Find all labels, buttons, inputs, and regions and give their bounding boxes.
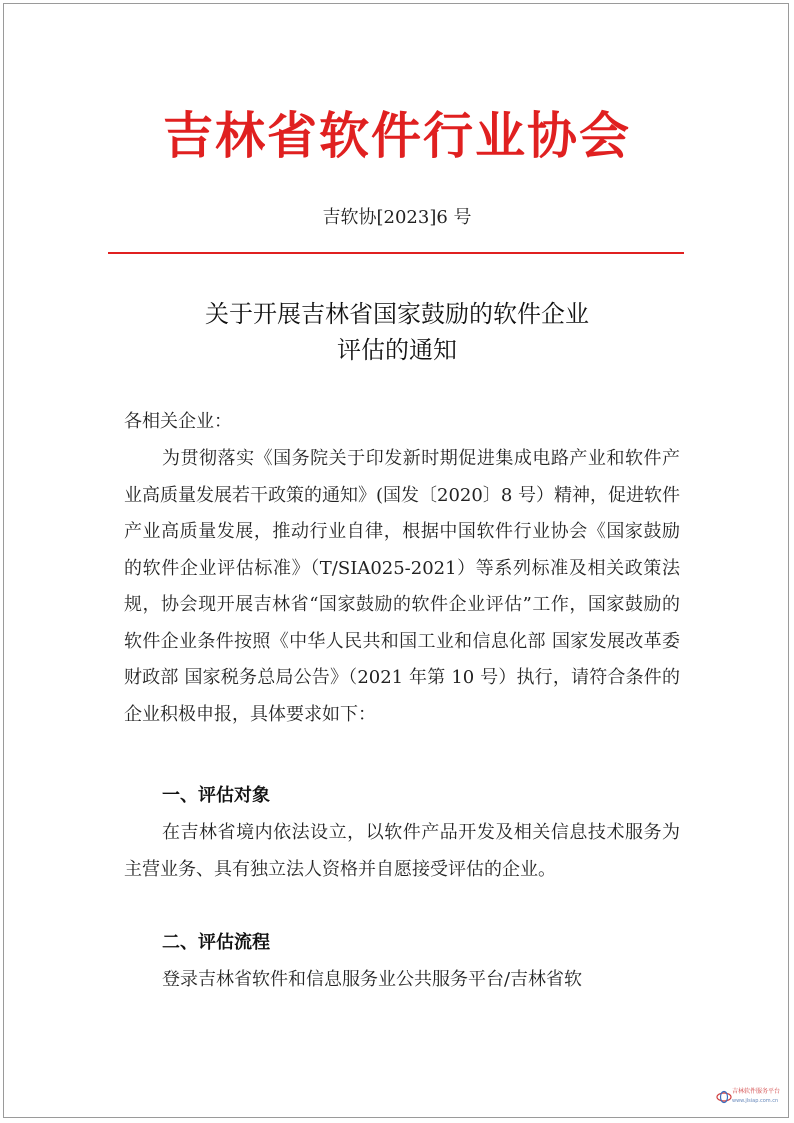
section-heading-evaluation-target: 一、评估对象 <box>162 785 270 806</box>
document-title <box>0 296 794 368</box>
document-number: 吉软协[2023]6 号 <box>322 207 472 228</box>
platform-watermark <box>716 1087 781 1109</box>
section-text-evaluation-target: 在吉林省境内依法设立，以软件产品开发及相关信息技术服务为主营业务、具有独立法人资格并自愿接受评估的企业。 <box>124 822 680 880</box>
section-heading-evaluation-process: 二、评估流程 <box>162 932 270 953</box>
platform-logo-icon <box>716 1090 732 1104</box>
document-title-line-1: 关于开展吉林省国家鼓励的软件企业 <box>205 300 589 328</box>
watermark-url: www.jlsiap.com.cn <box>732 1098 779 1104</box>
organization-title: 吉林省软件行业协会 <box>163 106 631 165</box>
salutation: 各相关企业： <box>124 411 232 432</box>
watermark-name: 吉林软件服务平台 <box>732 1088 781 1095</box>
intro-paragraph: 为贯彻落实《国务院关于印发新时期促进集成电路产业和软件产业高质量发展若干政策的通知》(国发〔2020〕8 号）精神，促进软件产业高质量发展，推动行业自律，根据中国软件行业协会《国家鼓励的软件企业评估标准》（T/SIA025-2021）等系列标准及相关政策法规，协会现开展吉林省“国家鼓励的软件企业评估”工作，国家鼓励的软件企业条件按照《中华人民共和国工业和信息化部 国家发展改革委 财政部 国家税务总局公告》（2021 年第 10 号）执行，请符合条件的企业积极申报，具体要求如下： <box>124 448 681 725</box>
section-text-evaluation-process: 登录吉林省软件和信息服务业公共服务平台/吉林省软 <box>162 969 583 990</box>
document-title-line-2: 评估的通知 <box>337 336 457 364</box>
red-divider-line <box>108 252 684 254</box>
